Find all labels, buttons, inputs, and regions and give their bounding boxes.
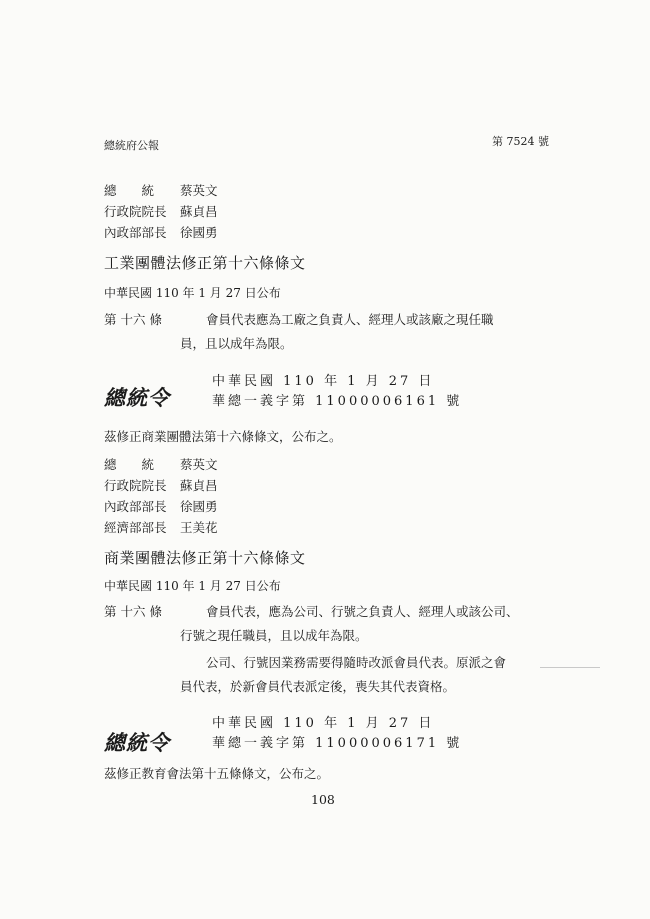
law-title: 商業團體法修正第十六條條文 [104,549,306,567]
article-text-line: 員，且以成年為限。 [180,336,293,351]
promulgation-date: 中華民國 110 年 1 月 27 日公布 [104,286,281,300]
signatory-role: 總 統 [104,457,155,472]
order-number: 華總一義字第 11000006161 號 [212,394,463,409]
law-title: 工業團體法修正第十六條條文 [104,254,306,272]
signatory-role: 內政部部長 [104,225,167,240]
article-text-line: 會員代表應為工廠之負責人、經理人或該廠之現任職 [206,312,494,327]
signatory [104,180,218,201]
order-date: 中華民國 110 年 1 月 27 日 [212,374,435,389]
article-label: 第 十六 條 [104,604,162,619]
signatory-role: 總 統 [104,183,155,198]
order-date: 中華民國 110 年 1 月 27 日 [212,716,435,731]
page-number: 108 [311,792,335,807]
signatory-name: 蔡英文 [180,457,218,472]
article-label: 第 十六 條 [104,312,162,327]
article-text-line: 員代表，於新會員代表派定後，喪失其代表資格。 [180,679,456,694]
signatory-role: 內政部部長 [104,499,167,514]
publication-name: 總統府公報 [104,139,159,152]
article-text-line: 公司、行號因業務需要得隨時改派會員代表。原派之會 [206,655,507,670]
presidential-order-title: 總統令 [104,730,170,755]
signatory-name: 徐國勇 [180,499,218,514]
order-text: 茲修正教育會法第十五條條文，公布之。 [104,766,330,781]
scan-mark [540,667,600,668]
article-text-line: 行號之現任職員，且以成年為限。 [180,628,368,643]
signatory-name: 王美花 [180,520,218,535]
article-text-line: 會員代表，應為公司、行號之負責人、經理人或該公司、 [206,604,519,619]
presidential-order-title: 總統令 [104,385,170,410]
signatory [104,201,218,222]
order-number: 華總一義字第 11000006171 號 [212,736,463,751]
signatory [104,517,218,538]
signatory-name: 蔡英文 [180,183,218,198]
signatory [104,496,218,517]
signatory [104,222,218,243]
signatory-list [104,180,218,243]
signatory-role: 行政院院長 [104,204,167,219]
signatory-role: 經濟部部長 [104,520,167,535]
signatory-name: 徐國勇 [180,225,218,240]
signatory-list [104,454,218,538]
signatory-name: 蘇貞昌 [180,478,218,493]
signatory-role: 行政院院長 [104,478,167,493]
promulgation-date: 中華民國 110 年 1 月 27 日公布 [104,579,281,593]
signatory [104,454,218,475]
issue-number: 第 7524 號 [492,135,549,148]
signatory [104,475,218,496]
order-text: 茲修正商業團體法第十六條條文，公布之。 [104,429,342,444]
signatory-name: 蘇貞昌 [180,204,218,219]
